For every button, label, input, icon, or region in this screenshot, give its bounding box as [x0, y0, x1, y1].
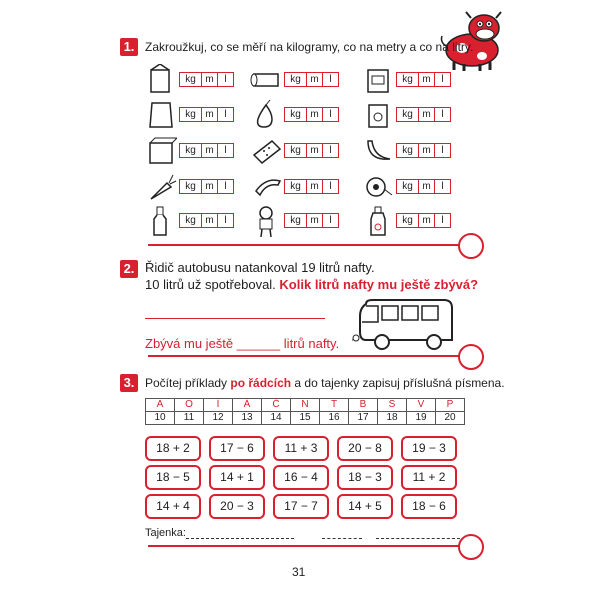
task-2-number: 2. — [120, 260, 138, 278]
flour-bag-icon — [145, 99, 177, 131]
unit-option-kg[interactable]: kg — [284, 213, 307, 228]
unit-option-m[interactable]: m — [418, 143, 435, 158]
task-2-answer-blank[interactable]: ______ — [236, 336, 281, 351]
unit-option-l[interactable]: l — [322, 143, 339, 158]
unit-option-m[interactable]: m — [201, 179, 218, 194]
unit-choice-group — [284, 179, 338, 194]
unit-option-kg[interactable]: kg — [396, 143, 419, 158]
unit-option-m[interactable]: m — [418, 72, 435, 87]
fabric-roll-icon — [250, 64, 282, 96]
task-1-ring — [458, 233, 484, 259]
unit-option-m[interactable]: m — [201, 213, 218, 228]
unit-option-l[interactable]: l — [217, 213, 234, 228]
code-number: 20 — [436, 412, 465, 425]
code-letters-row — [146, 399, 465, 412]
exercise-box[interactable]: 18 − 6 — [401, 494, 457, 519]
boy-icon — [250, 205, 282, 237]
juice-carton-icon — [362, 99, 394, 131]
tajenka-blank-3[interactable] — [376, 538, 460, 540]
unit-option-m[interactable]: m — [418, 107, 435, 122]
unit-choice-group — [396, 107, 450, 122]
unit-choice-group — [179, 179, 233, 194]
task-3-divider — [148, 545, 460, 547]
unit-option-l[interactable]: l — [434, 72, 451, 87]
code-letter: T — [320, 399, 349, 412]
task-2-answer-suffix: litrů nafty. — [283, 336, 340, 351]
water-bottle-icon — [362, 205, 394, 237]
code-letter: V — [407, 399, 436, 412]
exercise-box[interactable]: 20 − 8 — [337, 436, 393, 461]
unit-option-kg[interactable]: kg — [179, 107, 202, 122]
thread-spool-icon — [362, 171, 394, 203]
unit-choice-group — [396, 143, 450, 158]
exercise-box[interactable]: 18 + 2 — [145, 436, 201, 461]
code-number: 16 — [320, 412, 349, 425]
unit-choice-group — [179, 213, 233, 228]
unit-option-l[interactable]: l — [434, 143, 451, 158]
milk-carton-icon — [145, 64, 177, 96]
code-number: 19 — [407, 412, 436, 425]
task-2-question: Kolik litrů nafty mu ještě zbývá? — [279, 277, 479, 292]
unit-choice-group — [284, 72, 338, 87]
tajenka-blank-2[interactable] — [322, 538, 362, 540]
unit-option-l[interactable]: l — [434, 107, 451, 122]
task-3-ring — [458, 534, 484, 560]
task-3-instruction-bold: po řádcích — [230, 376, 292, 390]
scarf-icon — [250, 171, 282, 203]
task-1-instruction: Zakroužkuj, co se měří na kilogramy, co na metry a co na litry. — [145, 40, 474, 54]
bottle-icon — [145, 205, 177, 237]
task-1-number: 1. — [120, 38, 138, 56]
task-2-divider — [148, 355, 460, 357]
code-letter: O — [175, 399, 204, 412]
exercise-box[interactable]: 16 − 4 — [273, 465, 329, 490]
exercise-box[interactable]: 19 − 3 — [401, 436, 457, 461]
unit-option-kg[interactable]: kg — [396, 179, 419, 194]
paint-can-icon — [362, 64, 394, 96]
unit-option-kg[interactable]: kg — [396, 107, 419, 122]
task-2-ring — [458, 344, 484, 370]
code-number: 10 — [146, 412, 175, 425]
unit-choice-group — [396, 213, 450, 228]
tajenka-blank-1[interactable] — [186, 538, 294, 540]
unit-choice-group — [179, 107, 233, 122]
code-letter: Á — [233, 399, 262, 412]
task-2-answer — [145, 336, 339, 351]
unit-option-m[interactable]: m — [306, 179, 323, 194]
exercise-box[interactable]: 20 − 3 — [209, 494, 265, 519]
exercise-box[interactable]: 17 − 7 — [273, 494, 329, 519]
exercise-box[interactable]: 18 − 3 — [337, 465, 393, 490]
code-number: 14 — [262, 412, 291, 425]
task-2-work-line[interactable] — [145, 318, 325, 319]
code-letter: A — [146, 399, 175, 412]
task-2-line-2 — [145, 277, 478, 292]
unit-option-kg[interactable]: kg — [396, 72, 419, 87]
unit-choice-group — [284, 107, 338, 122]
unit-option-m[interactable]: m — [306, 143, 323, 158]
unit-choice-group — [396, 179, 450, 194]
exercise-box[interactable]: 17 − 6 — [209, 436, 265, 461]
code-letter: Í — [204, 399, 233, 412]
unit-option-kg[interactable]: kg — [179, 72, 202, 87]
exercise-box[interactable]: 14 + 4 — [145, 494, 201, 519]
unit-option-kg[interactable]: kg — [284, 143, 307, 158]
unit-option-l[interactable]: l — [217, 72, 234, 87]
unit-option-l[interactable]: l — [434, 213, 451, 228]
unit-option-kg[interactable]: kg — [179, 179, 202, 194]
biscuit-icon — [250, 135, 282, 167]
code-number: 15 — [291, 412, 320, 425]
page-number: 31 — [292, 565, 306, 579]
unit-option-l[interactable]: l — [217, 143, 234, 158]
code-number: 12 — [204, 412, 233, 425]
code-letter: B — [349, 399, 378, 412]
unit-option-kg[interactable]: kg — [284, 72, 307, 87]
unit-option-l[interactable]: l — [322, 107, 339, 122]
unit-option-m[interactable]: m — [418, 179, 435, 194]
bus-icon — [352, 296, 456, 356]
unit-option-l[interactable]: l — [322, 72, 339, 87]
code-table — [145, 398, 465, 425]
unit-option-m[interactable]: m — [306, 107, 323, 122]
unit-option-kg[interactable]: kg — [284, 107, 307, 122]
unit-option-m[interactable]: m — [201, 143, 218, 158]
tajenka-label: Tajenka: — [145, 527, 186, 539]
code-number: 17 — [349, 412, 378, 425]
task-2-line-2-plain: 10 litrů už spotřeboval. — [145, 277, 276, 292]
unit-option-kg[interactable]: kg — [396, 213, 419, 228]
exercise-box[interactable]: 11 + 2 — [401, 465, 457, 490]
banana-icon — [362, 135, 394, 167]
pear-icon — [250, 99, 282, 131]
unit-option-l[interactable]: l — [322, 179, 339, 194]
unit-choice-group — [179, 72, 233, 87]
unit-option-l[interactable]: l — [322, 213, 339, 228]
code-numbers-row — [146, 412, 465, 425]
code-number: 13 — [233, 412, 262, 425]
carrot-icon — [145, 171, 177, 203]
unit-option-m[interactable]: m — [201, 72, 218, 87]
task-3-instruction-pre: Počítej příklady — [145, 376, 228, 390]
exercise-box[interactable]: 14 + 5 — [337, 494, 393, 519]
unit-option-m[interactable]: m — [306, 72, 323, 87]
exercise-box[interactable]: 11 + 3 — [273, 436, 329, 461]
code-number: 11 — [175, 412, 204, 425]
unit-option-m[interactable]: m — [418, 213, 435, 228]
unit-choice-group — [284, 213, 338, 228]
code-letter: P — [436, 399, 465, 412]
exercise-box[interactable]: 14 + 1 — [209, 465, 265, 490]
exercise-box[interactable]: 18 − 5 — [145, 465, 201, 490]
unit-option-l[interactable]: l — [217, 107, 234, 122]
unit-choice-group — [284, 143, 338, 158]
code-letter: N — [291, 399, 320, 412]
task-1-divider — [148, 244, 460, 246]
code-letter: Č — [262, 399, 291, 412]
unit-option-m[interactable]: m — [201, 107, 218, 122]
unit-choice-group — [396, 72, 450, 87]
unit-option-m[interactable]: m — [306, 213, 323, 228]
code-letter: S — [378, 399, 407, 412]
unit-option-l[interactable]: l — [217, 179, 234, 194]
unit-choice-group — [179, 143, 233, 158]
task-2-answer-prefix: Zbývá mu ještě — [145, 336, 234, 351]
code-number: 18 — [378, 412, 407, 425]
unit-option-l[interactable]: l — [434, 179, 451, 194]
task-2-line-1: Řidič autobusu natankoval 19 litrů nafty. — [145, 260, 375, 275]
task-3-number: 3. — [120, 374, 138, 392]
task-3-instruction — [145, 376, 505, 390]
task-3-instruction-post: a do tajenky zapisuj příslušná písmena. — [294, 376, 505, 390]
unit-option-kg[interactable]: kg — [284, 179, 307, 194]
unit-option-kg[interactable]: kg — [179, 213, 202, 228]
unit-option-kg[interactable]: kg — [179, 143, 202, 158]
sugar-box-icon — [145, 135, 177, 167]
